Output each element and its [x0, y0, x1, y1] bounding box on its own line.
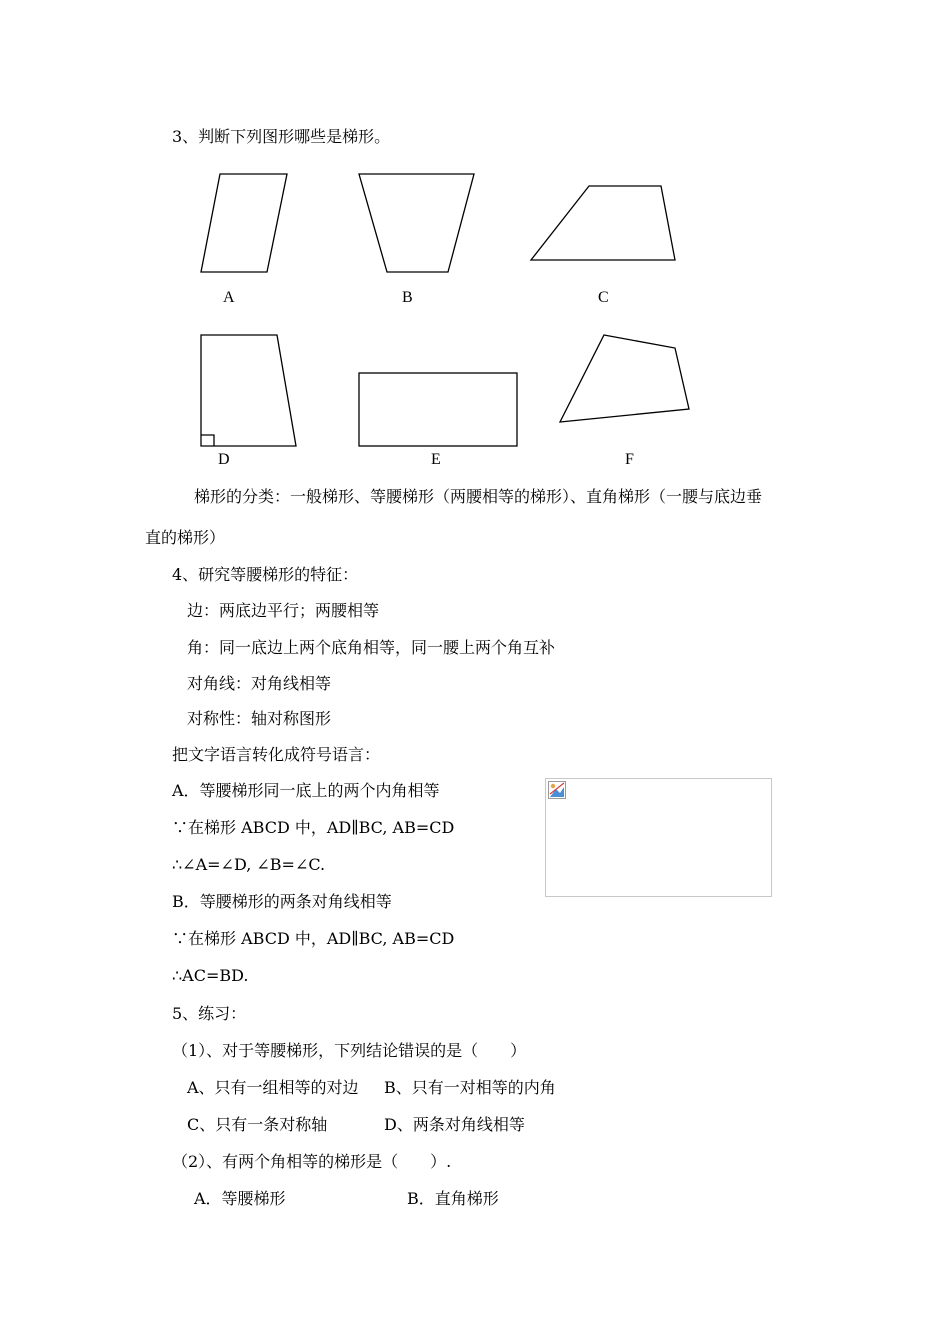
q5-p2-option-b: B．直角梯形 [407, 1189, 499, 1208]
statement-a-title: A．等腰梯形同一底上的两个内角相等 [172, 781, 440, 800]
q5-p2-option-a: A．等腰梯形 [194, 1189, 286, 1208]
q5-problem-2: （2）、有两个角相等的梯形是（ ）. [172, 1152, 452, 1171]
shape-c-label: C [598, 289, 609, 306]
q3-title: 3、判断下列图形哪些是梯形。 [172, 127, 391, 146]
q5-problem-1: （1）、对于等腰梯形，下列结论错误的是（ ） [172, 1041, 527, 1060]
statement-b-title: B．等腰梯形的两条对角线相等 [172, 892, 392, 911]
feature-symmetry: 对称性：轴对称图形 [187, 709, 332, 728]
shape-f-label: F [625, 451, 634, 468]
feature-diagonals: 对角线：对角线相等 [187, 674, 332, 693]
statement-b-because: ∵在梯形 ABCD 中，AD∥BC, AB=CD [172, 929, 455, 948]
shape-e-label: E [431, 451, 441, 468]
q5-p1-option-d: D、两条对角线相等 [384, 1115, 525, 1134]
classification-line-1: 梯形的分类：一般梯形、等腰梯形（两腰相等的梯形）、直角梯形（一腰与底边垂 [194, 487, 763, 506]
shape-a-label: A [223, 289, 235, 306]
q5-p1-option-b: B、只有一对相等的内角 [384, 1078, 556, 1097]
q5-p1-option-c: C、只有一条对称轴 [187, 1115, 328, 1134]
q5-p1-option-a: A、只有一组相等的对边 [187, 1078, 359, 1097]
classification-line-2: 直的梯形） [145, 528, 226, 547]
q4-title: 4、研究等腰梯形的特征： [172, 565, 359, 584]
shape-f [0, 0, 950, 500]
image-placeholder [545, 778, 772, 897]
statement-a-because: ∵在梯形 ABCD 中，AD∥BC, AB=CD [172, 818, 455, 837]
statement-a-therefore: ∴∠A=∠D, ∠B=∠C. [172, 855, 326, 874]
feature-angles: 角：同一底边上两个底角相等，同一腰上两个角互补 [187, 638, 556, 657]
convert-instruction: 把文字语言转化成符号语言： [172, 745, 381, 764]
shape-b-label: B [402, 289, 413, 306]
q5-title: 5、练习： [172, 1004, 247, 1023]
statement-b-therefore: ∴AC=BD. [172, 966, 249, 985]
broken-image-icon [548, 781, 566, 799]
feature-sides: 边：两底边平行；两腰相等 [187, 601, 380, 620]
shape-d-label: D [218, 451, 230, 468]
